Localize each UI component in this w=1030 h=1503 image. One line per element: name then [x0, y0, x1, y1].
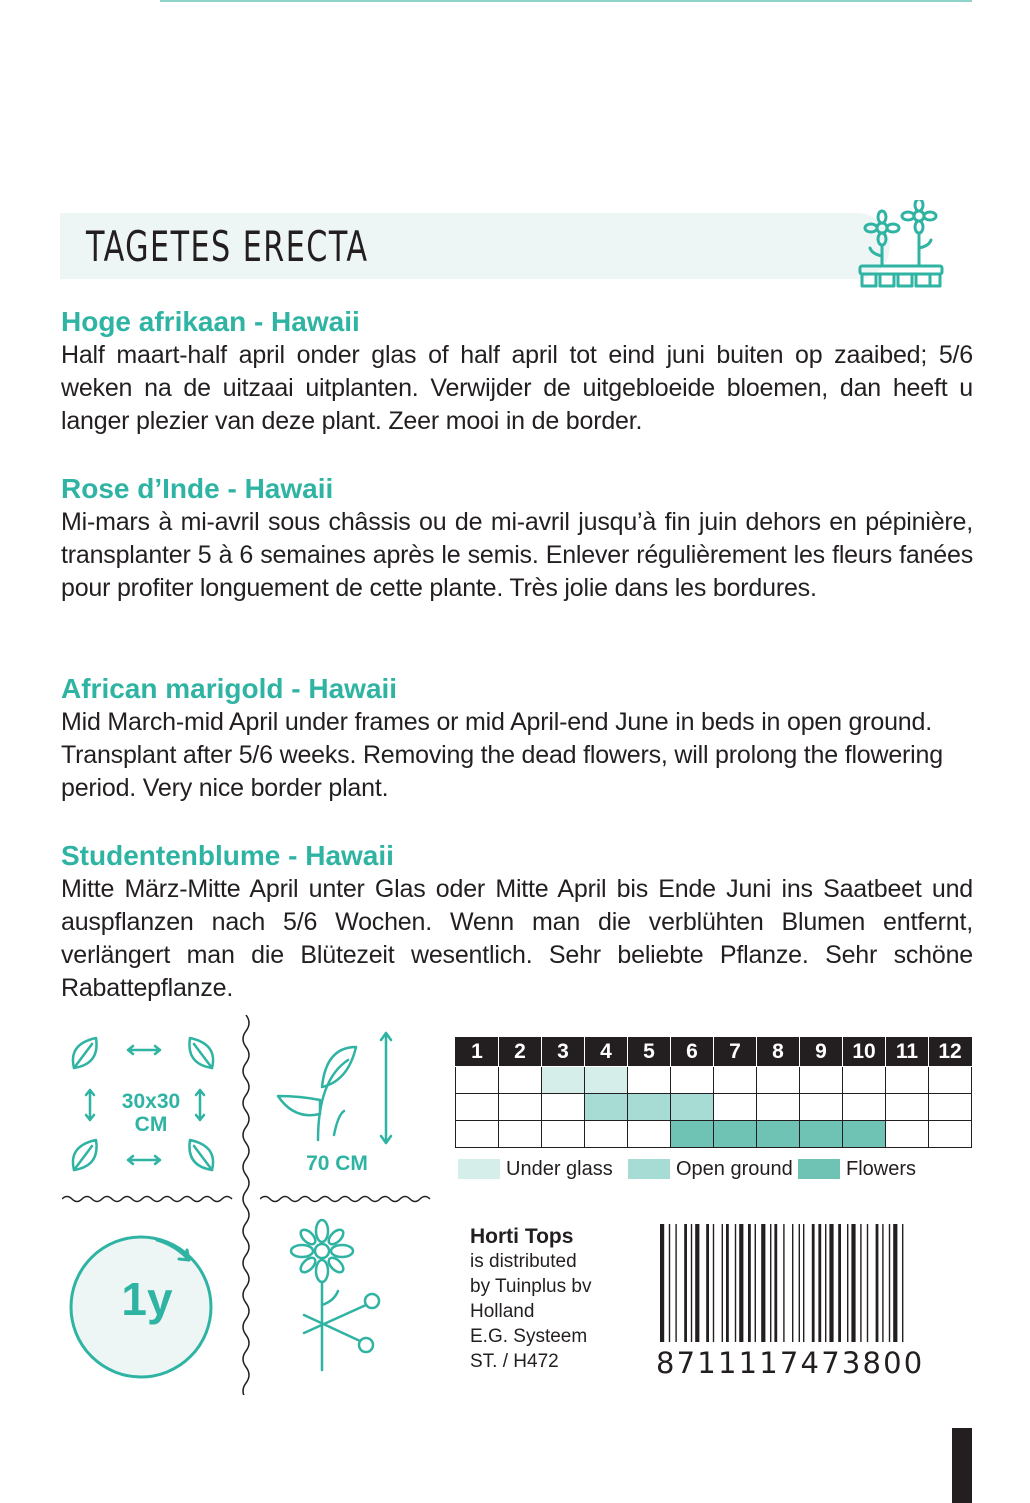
calendar-cell [456, 1067, 499, 1094]
month-header: 6 [671, 1037, 714, 1067]
barcode-bar [770, 1224, 771, 1342]
barcode-digits: 8711117473800 [656, 1346, 925, 1380]
distributor-line: ST. / H472 [470, 1351, 559, 1372]
month-header: 9 [800, 1037, 843, 1067]
barcode-bar [792, 1224, 793, 1342]
brand-name: Horti Tops [470, 1225, 574, 1248]
barcode-bar [818, 1224, 821, 1342]
barcode-bar [889, 1224, 890, 1342]
lifecycle-label: 1y [121, 1273, 173, 1325]
calendar-row [456, 1121, 972, 1148]
section-title: African marigold - Hawaii [61, 673, 398, 704]
calendar-cell [542, 1094, 585, 1121]
plant-height-label: 70 CM [306, 1152, 368, 1175]
barcode-bar [893, 1224, 897, 1342]
legend-swatch [628, 1159, 670, 1179]
barcode-bar [739, 1224, 743, 1342]
calendar-cell [671, 1067, 714, 1094]
legend-label: Open ground [676, 1158, 793, 1180]
calendar-cell [585, 1121, 628, 1148]
barcode-bar [838, 1224, 841, 1342]
barcode-bar [882, 1224, 883, 1342]
barcode-bar [812, 1224, 815, 1342]
legend-swatch [798, 1159, 840, 1179]
calendar-cell [757, 1094, 800, 1121]
calendar-cell [714, 1121, 757, 1148]
calendar-cell [628, 1121, 671, 1148]
wavy-divider-horizontal [62, 1193, 234, 1205]
calendar-cell [499, 1121, 542, 1148]
calendar-table [455, 1037, 972, 1148]
section-body: Mitte März-Mitte April unter Glas oder Mitte April bis Ende Juni ins Saatbeet und auspflanzen nach 5/6 Wochen. Wenn man die verblühten Blumen entfernt, verlängert man die Blütezeit wesentlich. Sehr beliebte Pflanze. Sehr schöne Rabattepflanze. [61, 875, 973, 1002]
cut-flower-icon [284, 1215, 384, 1375]
calendar-cell [843, 1067, 886, 1094]
month-header: 12 [929, 1037, 972, 1067]
section-french [61, 472, 973, 605]
calendar-cell [800, 1094, 843, 1121]
section-body: Mi-mars à mi-avril sous châssis ou de mi-avril jusqu’à fin juin dehors en pépinière, transplanter 5 à 6 semaines après le semis. Enlever régulièrement les fleurs fanées pour profiter longuement de cette plante. Très jolie dans les bordures. [61, 508, 973, 602]
barcode-bar [722, 1224, 723, 1342]
calendar-cell [714, 1067, 757, 1094]
calendar-cell [929, 1094, 972, 1121]
calendar-cell [843, 1121, 886, 1148]
distributor-info [470, 1224, 591, 1374]
sowing-calendar [455, 1037, 972, 1148]
plant-spacing-label: 30x30 CM [121, 1090, 181, 1136]
barcode-bar [829, 1224, 833, 1342]
calendar-cell [499, 1067, 542, 1094]
month-header-row [456, 1037, 972, 1067]
section-title: Hoge afrikaan - Hawaii [61, 306, 360, 337]
barcode-bar [660, 1224, 664, 1342]
section-title: Rose d’Inde - Hawaii [61, 473, 334, 504]
month-header: 7 [714, 1037, 757, 1067]
month-header: 1 [456, 1037, 499, 1067]
calendar-row [456, 1094, 972, 1121]
calendar-cell [499, 1094, 542, 1121]
wavy-divider-horizontal [260, 1193, 432, 1205]
barcode-bar [851, 1224, 855, 1342]
barcode-bar [860, 1224, 861, 1342]
calendar-cell [757, 1067, 800, 1094]
month-header: 3 [542, 1037, 585, 1067]
calendar-cell [456, 1121, 499, 1148]
barcode-bar [761, 1224, 765, 1342]
calendar-cell [929, 1121, 972, 1148]
calendar-cell [929, 1067, 972, 1094]
barcode-bar [684, 1224, 687, 1342]
section-body: Mid March-mid April under frames or mid April-end June in beds in open ground. Transplant after 5/6 weeks. Removing the dead flowers, will prolong the flowering period. Very nice border plant. [61, 708, 943, 802]
calendar-cell [886, 1094, 929, 1121]
barcode-bar [726, 1224, 729, 1342]
calendar-cell [542, 1067, 585, 1094]
month-header: 8 [757, 1037, 800, 1067]
section-english [61, 672, 973, 805]
calendar-cell [542, 1121, 585, 1148]
barcode-bar [774, 1224, 777, 1342]
calendar-cell [671, 1094, 714, 1121]
barcode-bar [876, 1224, 879, 1342]
barcode-bar [803, 1224, 804, 1342]
month-header: 5 [628, 1037, 671, 1067]
calendar-cell [843, 1094, 886, 1121]
seedling-tray-icon [852, 200, 948, 292]
barcode-bar [867, 1224, 868, 1342]
month-header: 2 [499, 1037, 542, 1067]
wavy-divider-vertical [238, 1015, 254, 1395]
calendar-row [456, 1067, 972, 1094]
print-mark [952, 1428, 972, 1503]
section-title: Studentenblume - Hawaii [61, 840, 394, 871]
distributor-line: Holland [470, 1301, 535, 1322]
section-dutch [61, 305, 973, 438]
calendar-cell [456, 1094, 499, 1121]
barcode-bar [825, 1224, 826, 1342]
barcode-bar [799, 1224, 800, 1342]
distributor-line: E.G. Systeem [470, 1326, 588, 1347]
latin-name: TAGETES ERECTA [86, 222, 369, 271]
barcode-bar [735, 1224, 736, 1342]
barcode-bar [755, 1224, 756, 1342]
calendar-cell [628, 1094, 671, 1121]
calendar-cell [800, 1121, 843, 1148]
calendar-cell [886, 1067, 929, 1094]
calendar-cell [800, 1067, 843, 1094]
calendar-cell [628, 1067, 671, 1094]
legend-label: Under glass [506, 1158, 613, 1180]
barcode-bar [713, 1224, 714, 1342]
distributor-line: by Tuinplus bv [470, 1276, 592, 1297]
section-body: Half maart-half april onder glas of half april tot eind juni buiten op zaaibed; 5/6 weken na de uitzaai uitplanten. Verwijder de uitgebloeide bloemen, dan heeft u langer plezier van deze plant. Zeer mooi in de border. [61, 341, 973, 435]
month-header: 10 [843, 1037, 886, 1067]
calendar-cell [714, 1094, 757, 1121]
month-header: 4 [585, 1037, 628, 1067]
calendar-cell [585, 1067, 628, 1094]
month-header: 11 [886, 1037, 929, 1067]
calendar-cell [585, 1094, 628, 1121]
distributor-line: is distributed [470, 1251, 577, 1272]
barcode-bar [847, 1224, 848, 1342]
barcode-bar [783, 1224, 784, 1342]
barcode-bar [748, 1224, 751, 1342]
barcode-bar [706, 1224, 709, 1342]
calendar-cell [757, 1121, 800, 1148]
barcode-bar [669, 1224, 670, 1342]
legend-label: Flowers [846, 1158, 917, 1180]
legend-swatch [458, 1159, 500, 1179]
section-german [61, 839, 973, 1005]
barcode-bar [691, 1224, 692, 1342]
calendar-cell [886, 1121, 929, 1148]
barcode-bar [902, 1224, 903, 1342]
calendar-cell [671, 1121, 714, 1148]
barcode-bar [695, 1224, 699, 1342]
top-rule [160, 0, 972, 2]
barcode-bar [675, 1224, 676, 1342]
